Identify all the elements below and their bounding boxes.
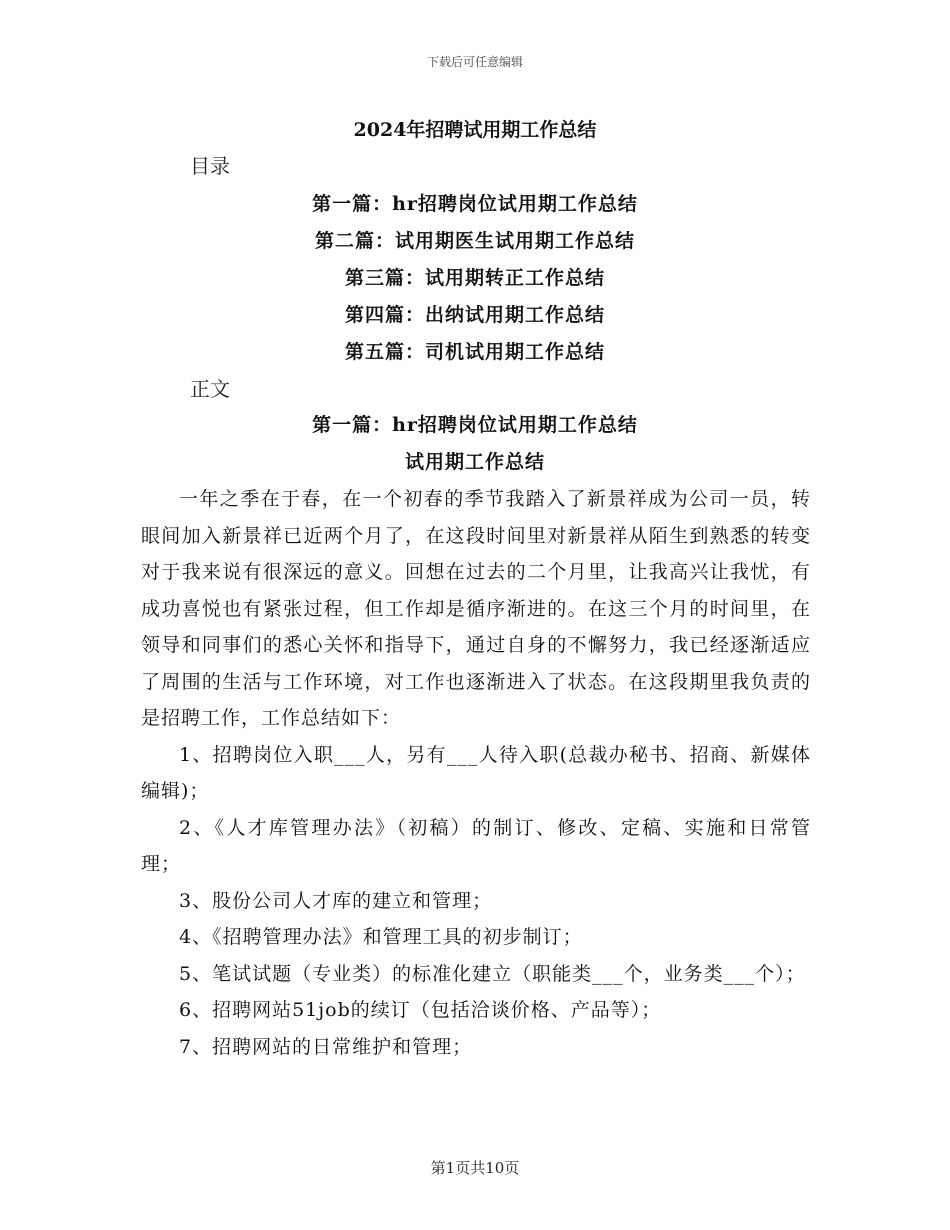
toc-item-3: 第三篇：试用期转正工作总结: [344, 267, 605, 289]
toc-item-1: 第一篇：hr招聘岗位试用期工作总结: [312, 193, 638, 215]
body-label: 正文: [190, 377, 230, 401]
section-title: 第一篇：hr招聘岗位试用期工作总结: [312, 414, 638, 436]
body-content: [141, 481, 811, 1065]
list-item-5: 5、笔试试题（专业类）的标准化建立（职能类___个，业务类___个）；: [179, 962, 806, 985]
list-item-3: 3、股份公司人才库的建立和管理；: [179, 889, 493, 912]
list-item-7: 7、招聘网站的日常维护和管理；: [179, 1035, 473, 1058]
header-note: 下载后可任意编辑: [426, 55, 523, 69]
section-subtitle: 试用期工作总结: [404, 451, 545, 473]
toc-item-2: 第二篇：试用期医生试用期工作总结: [314, 230, 635, 252]
list-item-1: 1、招聘岗位入职___人，另有___人待入职(总裁办秘书、招商、新媒体编辑)；: [141, 743, 811, 802]
list-item-4: 4、《招聘管理办法》和管理工具的初步制订；: [179, 926, 583, 948]
toc-item-5: 第五篇：司机试用期工作总结: [344, 341, 605, 363]
table-of-contents: [0, 186, 950, 371]
toc-item-4: 第四篇：出纳试用期工作总结: [344, 304, 605, 326]
page-footer: 第1页共10页: [430, 1159, 520, 1177]
toc-label: 目录: [190, 154, 230, 178]
list-item-2: 2、《人才库管理办法》（初稿）的制订、修改、定稿、实施和日常管理；: [141, 816, 811, 875]
paragraph-intro: 一年之季在于春，在一个初春的季节我踏入了新景祥成为公司一员，转眼间加入新景祥已近两个月了，在这段时间里对新景祥从陌生到熟悉的转变对于我来说有很深远的意义。回想在过去的二个月里，让我高兴让我忧，有成功喜悦也有紧张过程，但工作却是循序渐进的。在这三个月的时间里，在领导和同事们的悉心关怀和指导下，通过自身的不懈努力，我已经逐渐适应了周围的生活与工作环境，对工作也逐渐进入了状态。在这段期里我负责的是招聘工作，工作总结如下：: [141, 488, 811, 729]
list-item-6: 6、招聘网站51job的续订（包括洽谈价格、产品等）；: [179, 999, 662, 1021]
document-title: 2024年招聘试用期工作总结: [353, 119, 597, 141]
